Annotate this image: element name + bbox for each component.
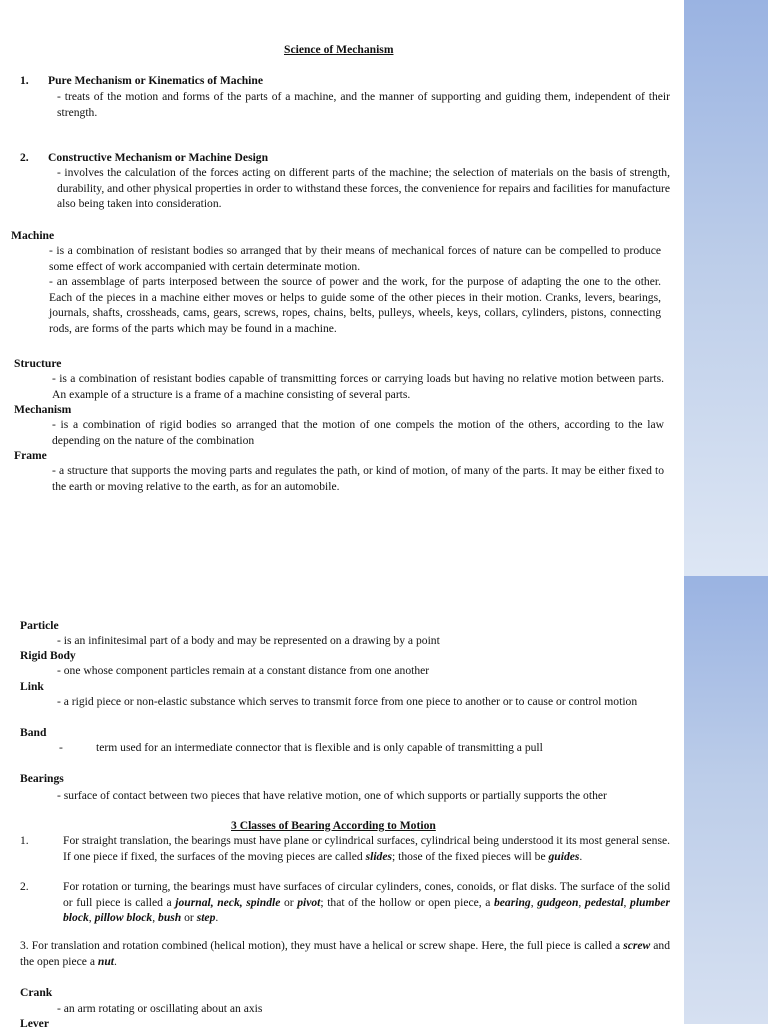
- nut-term: nut: [97, 954, 115, 968]
- structure-heading: Structure: [14, 357, 62, 370]
- bearing-classes-title: 3 Classes of Bearing According to Motion: [231, 819, 436, 832]
- band-definition: term used for an intermediate connector that is flexible and is only capable of transmitting a pull: [96, 741, 543, 754]
- machine-definition-2: - an assemblage of parts interposed between the source of power and the work, for the purpose of adapting the one to the other. Each of the pieces in a machine either moves or helps to guide some of the other pieces in their motion. Cranks, levers, bearings, journals, shafts, crossheads, cams, gears, screws, ropes, chains, belts, pulleys, wheels, keys, collars, cylinders, pistons, connecting rods, are forms of the parts which may be found in a machine.: [49, 275, 661, 335]
- gudgeon-term: gudgeon: [537, 895, 579, 909]
- crank-definition: - an arm rotating or oscillating about an axis: [57, 1002, 263, 1015]
- pillow-block-term: pillow block: [94, 911, 153, 924]
- guides-term: guides: [548, 849, 580, 863]
- mechanism-definition: - is a combination of rigid bodies so arranged that the motion of one compels the motion of the others, according to the law depending on the nature of the combination: [52, 418, 664, 447]
- class-2-text: For rotation or turning, the bearings must have surfaces of circular cylinders, cones, conoids, or flat disks. The surface of the solid or full piece is called a journal, neck, spindle or pivot; that of the hollow or open piece, a bearing, gudgeon, pedestal, plumber block, pillow block, bush or step.: [63, 880, 670, 924]
- sidebar-gradient-bottom: [684, 576, 768, 1024]
- bush-term: bush: [158, 911, 182, 924]
- frame-heading: Frame: [14, 449, 47, 462]
- section-2-number: 2.: [20, 151, 29, 164]
- rigid-body-heading: Rigid Body: [20, 649, 76, 662]
- section-1-heading: Pure Mechanism or Kinematics of Machine: [48, 74, 263, 87]
- section-2-body: - involves the calculation of the forces acting on different parts of the machine; the selection of materials on the basis of strength, durability, and other physical properties in order to withstand these forces, the convenience for repairs and facilities for manufacture also being taken into consideration.: [57, 166, 670, 210]
- plumber-block-term: plumber block: [63, 895, 670, 924]
- pivot-term: pivot: [297, 895, 321, 909]
- frame-definition: - a structure that supports the moving parts and regulates the path, or kind of motion, of many of the parts. It may be either fixed to the earth or moving relative to the earth, as for an automobile.: [52, 464, 664, 493]
- structure-definition: - is a combination of resistant bodies capable of transmitting forces or carrying loads but having no relative motion between parts. An example of a structure is a frame of a machine consisting of several parts.: [52, 372, 664, 401]
- class-1-number: 1.: [20, 834, 29, 847]
- particle-definition: - is an infinitesimal part of a body and may be represented on a drawing by a point: [57, 634, 440, 647]
- lever-heading: Lever: [20, 1017, 49, 1030]
- machine-heading: Machine: [11, 229, 55, 242]
- pedestal-term: pedestal: [584, 895, 624, 909]
- journal-terms: journal, neck, spindle: [175, 895, 281, 909]
- section-2-heading: Constructive Mechanism or Machine Design: [48, 151, 269, 164]
- link-heading: Link: [20, 680, 44, 693]
- class-2-number: 2.: [20, 880, 29, 893]
- link-definition: - a rigid piece or non-elastic substance which serves to transmit force from one piece to another or to cause or control motion: [57, 695, 638, 708]
- mechanism-heading: Mechanism: [14, 403, 72, 416]
- band-heading: Band: [20, 726, 47, 739]
- rigid-body-definition: - one whose component particles remain at a constant distance from one another: [57, 664, 430, 677]
- screw-term: screw: [623, 939, 651, 952]
- bearing-term: bearing: [493, 895, 531, 909]
- particle-heading: Particle: [20, 619, 59, 632]
- crank-heading: Crank: [20, 986, 53, 999]
- machine-definition-1: - is a combination of resistant bodies so arranged that by their means of mechanical forces of nature can be compelled to produce some effect of work accompanied with certain determinate motion.: [49, 244, 661, 273]
- bearings-heading: Bearings: [20, 772, 64, 785]
- band-dash: -: [59, 741, 63, 754]
- bearings-definition: - surface of contact between two pieces that have relative motion, one of which supports or partially supports the other: [57, 789, 607, 802]
- class-3-text: 3. For translation and rotation combined (helical motion), they must have a helical or screw shape. Here, the full piece is called a screw and the open piece a nut.: [20, 939, 671, 968]
- class-1-text: For straight translation, the bearings must have plane or cylindrical surfaces, cylindrical being understood it its most general sense. If one piece if fixed, the surfaces of the moving pieces are called slides; those of the fixed pieces will be guides.: [63, 834, 670, 863]
- slides-term: slides: [365, 849, 393, 863]
- section-1-body: - treats of the motion and forms of the parts of a machine, and the manner of supporting and guiding them, independent of their strength.: [57, 90, 670, 119]
- sidebar-gradient-top: [684, 0, 768, 576]
- step-term: step: [196, 911, 216, 924]
- page-title: Science of Mechanism: [284, 43, 394, 56]
- section-1-number: 1.: [20, 74, 29, 87]
